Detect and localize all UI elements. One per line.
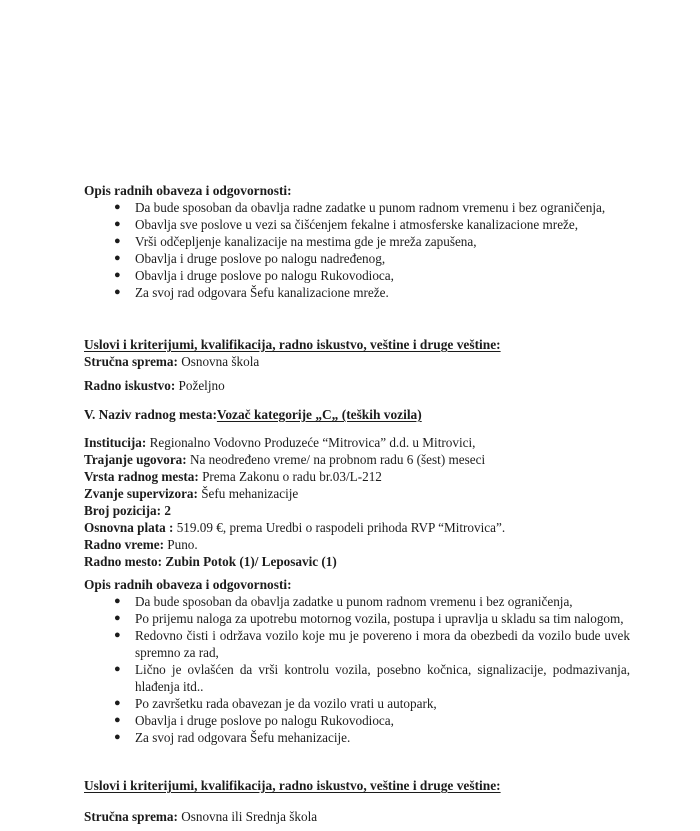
location-row: Radno mesto: Zubin Potok (1)/ Leposavic (1) <box>84 554 337 569</box>
duties-section-1 <box>84 182 630 301</box>
bullet-icon: ● <box>114 731 121 743</box>
requirements-section-1 <box>84 336 630 370</box>
duties-list <box>84 593 630 746</box>
list-item: ● Lično je ovlašćen da vrši kontrolu vozila, posebno kočnica, signalizacije, podmazivanja, hlađenja itd.. <box>114 662 630 694</box>
list-item: ● Da bude sposoban da obavlja zadatke u punom radnom vremenu i bez ograničenja, <box>114 594 573 609</box>
duties-heading: Opis radnih obaveza i odgovornosti: <box>84 183 292 198</box>
positions-count-row: Broj pozicija: 2 <box>84 503 171 518</box>
list-item: ● Po završetku rada obavezan je da vozilo vrati u autopark, <box>114 696 437 711</box>
bullet-icon: ● <box>114 218 121 230</box>
bullet-icon: ● <box>114 714 121 726</box>
list-item: ● Obavlja i druge poslove po nalogu Rukovodioca, <box>114 713 394 728</box>
supervisor-row: Zvanje supervizora: Šefu mehanizacije <box>84 486 299 501</box>
bullet-icon: ● <box>114 252 121 264</box>
bullet-icon: ● <box>114 612 121 624</box>
list-item: ● Obavlja sve poslove u vezi sa čišćenjem fekalne i atmosferske kanalizacione mreže, <box>114 217 579 232</box>
work-time-row: Radno vreme: Puno. <box>84 537 198 552</box>
list-item: ● Po prijemu naloga za upotrebu motornog vozila, postupa i upravlja u skladu sa tim nalogom, <box>114 611 624 626</box>
bullet-icon: ● <box>114 286 121 298</box>
bullet-icon: ● <box>114 235 121 247</box>
bullet-icon: ● <box>114 663 121 675</box>
list-item: ● Redovno čisti i održava vozilo koje mu je povereno i mora da obezbedi da vozilo bude uvek spremno za rad, <box>114 628 630 660</box>
requirements-heading: Uslovi i kriterijumi, kvalifikacija, radno iskustvo, veštine i druge veštine: <box>84 337 501 352</box>
position-title-value: Vozač kategorije „C„ (teških vozila) <box>216 407 422 422</box>
position-fields <box>84 434 630 570</box>
institution-row: Institucija: Regionalno Vodovno Produzeće “Mitrovica” d.d. u Mitrovici, <box>84 435 476 450</box>
position-type-row: Vrsta radnog mesta: Prema Zakonu o radu br.03/L-212 <box>84 469 382 484</box>
education-row <box>84 353 630 370</box>
education-value: Osnovna ili Srednja škola <box>177 809 318 824</box>
bullet-icon: ● <box>114 595 121 607</box>
requirements-section-2 <box>84 777 630 794</box>
experience-label: Radno iskustvo: <box>84 378 176 393</box>
education-value: Osnovna škola <box>177 354 260 369</box>
education-label: Stručna sprema: <box>84 354 178 369</box>
experience-row <box>84 377 630 394</box>
duties-list <box>84 199 630 301</box>
list-item: ● Obavlja i druge poslove po nalogu nadređenog, <box>114 251 386 266</box>
requirements-heading: Uslovi i kriterijumi, kvalifikacija, radno iskustvo, veštine i druge veštine: <box>84 778 501 793</box>
duties-heading: Opis radnih obaveza i odgovornosti: <box>84 577 292 592</box>
bullet-icon: ● <box>114 697 121 709</box>
contract-row: Trajanje ugovora: Na neodređeno vreme/ na probnom radu 6 (šest) meseci <box>84 452 486 467</box>
position-title-prefix: V. Naziv radnog mesta: <box>84 407 217 422</box>
list-item: ● Za svoj rad odgovara Šefu kanalizacione mreže. <box>114 285 389 300</box>
bullet-icon: ● <box>114 201 121 213</box>
bullet-icon: ● <box>114 269 121 281</box>
position-title <box>84 406 630 423</box>
salary-row: Osnovna plata : 519.09 €, prema Uredbi o raspodeli prihoda RVP “Mitrovica”. <box>84 520 506 535</box>
duties-section-2 <box>84 576 630 746</box>
bullet-icon: ● <box>114 629 121 641</box>
list-item: ● Vrši odčepljenje kanalizacije na mestima gde je mreža zapušena, <box>114 234 477 249</box>
list-item: ● Da bude sposoban da obavlja radne zadatke u punom radnom vremenu i bez ograničenja, <box>114 200 606 215</box>
list-item: ● Obavlja i druge poslove po nalogu Rukovodioca, <box>114 268 394 283</box>
experience-value: Poželjno <box>175 378 225 393</box>
education-row-2 <box>84 808 630 825</box>
education-label: Stručna sprema: <box>84 809 178 824</box>
list-item: ● Za svoj rad odgovara Šefu mehanizacije. <box>114 730 351 745</box>
